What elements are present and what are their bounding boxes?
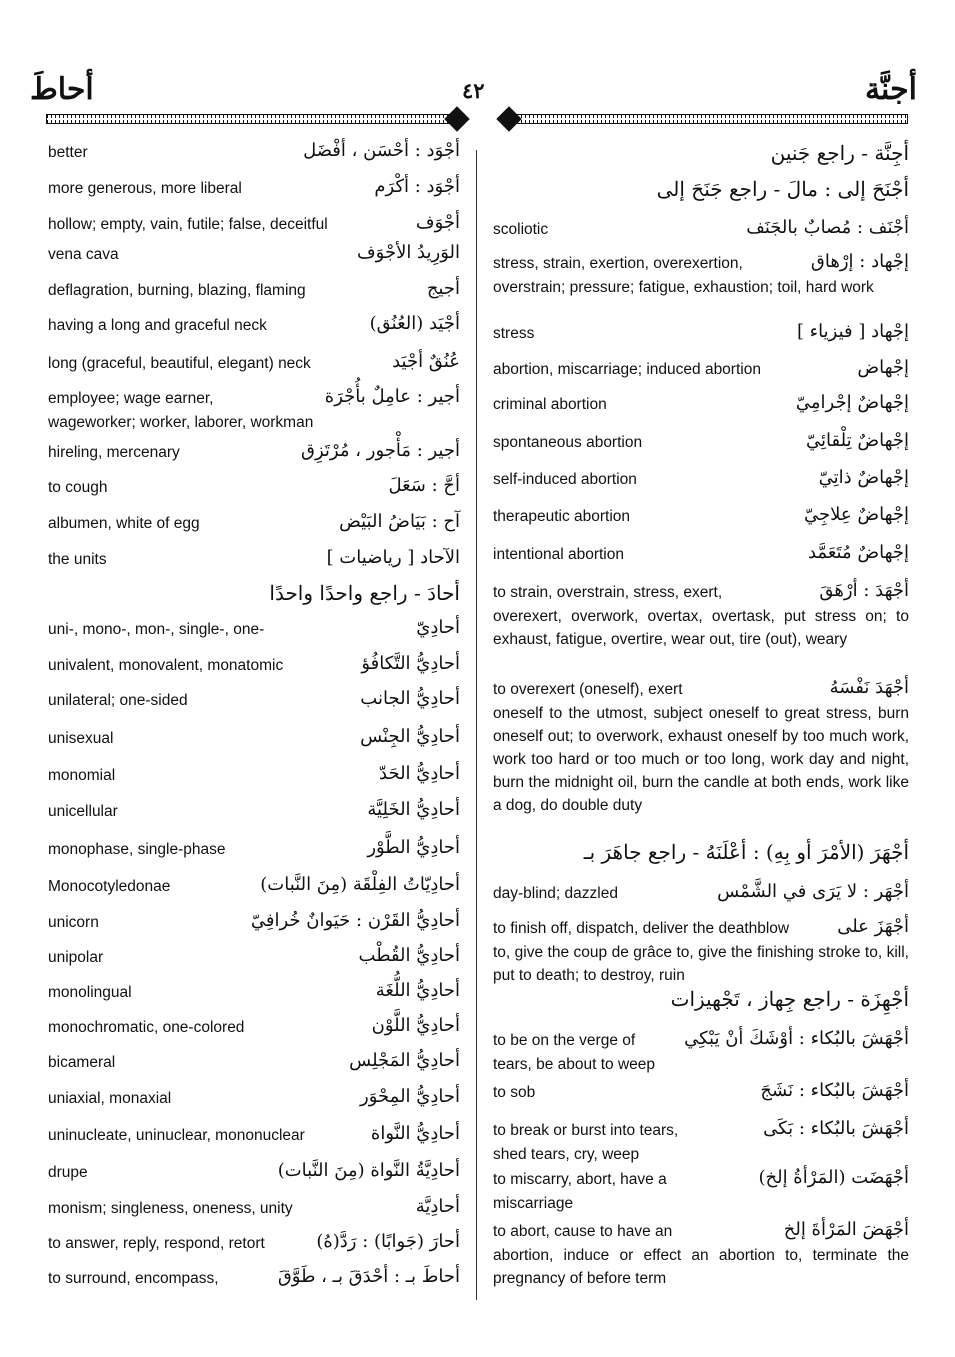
- entry-english: monophase, single-phase: [48, 841, 226, 858]
- entry-english: uninucleate, uninuclear, mononuclear: [48, 1127, 305, 1144]
- entry-arabic: أحادِيُّ المَجْلِس: [349, 1050, 460, 1071]
- entry-arabic: إجْهاضٌ عِلاجِيّ: [803, 504, 909, 525]
- entry-arabic: أحادِيَّةُ النَّواة (مِنَ النَّبات): [277, 1160, 460, 1181]
- entry-english: to finish off, dispatch, deliver the deathblow: [493, 920, 790, 937]
- entry-english: more generous, more liberal: [48, 180, 242, 197]
- entry-row: [493, 987, 909, 1014]
- entry-row: [493, 394, 909, 418]
- entry-arabic: أحادِيُّ اللُّغَة: [375, 980, 460, 1001]
- entry-arabic: أحادِيُّ الجِنْس: [360, 726, 460, 747]
- entry-arabic: أحَّ : سَعَلَ: [388, 475, 460, 496]
- entry-row: [48, 388, 460, 436]
- entry-row: [48, 1233, 460, 1257]
- entry-english: univalent, monovalent, monatomic: [48, 657, 284, 674]
- header-rule-right: [508, 114, 908, 124]
- entry-english: uniaxial, monaxial: [48, 1090, 172, 1107]
- entry-english: having a long and graceful neck: [48, 317, 267, 334]
- entry-row: [493, 177, 909, 204]
- entry-english: Monocotyledonae: [48, 878, 171, 895]
- entry-arabic: أحادِيُّ القُطْب: [358, 945, 460, 966]
- entry-english: better: [48, 144, 88, 161]
- entry-arabic: أحادِيّ: [416, 617, 460, 638]
- entry-arabic: آح : بَيَاضُ البَيْض: [339, 511, 460, 532]
- entry-row: [493, 432, 909, 456]
- entry-continuation: overexert, overwork, overtax, overtask, put stress on; to exhaust, fatigue, overtire, wear out, tire (out), weary: [493, 608, 909, 648]
- entry-arabic: إجْهاض: [857, 357, 909, 378]
- entry-row: [48, 728, 460, 752]
- entry-row: [493, 1169, 909, 1217]
- entry-row: [48, 876, 460, 900]
- entry-arabic: أحادِيّاتُ الفِلْقَة (مِنَ النَّبات): [260, 874, 460, 895]
- entry-english: to surround, encompass,: [48, 1270, 219, 1287]
- entry-arabic: أحادِيُّ القَرْن : حَيَوانٌ خُرافِيّ: [250, 910, 460, 931]
- entry-row: [48, 1198, 460, 1222]
- entry-english: drupe: [48, 1164, 88, 1181]
- entry-arabic: أجْهَضَ المَرْأةَ إلخ: [783, 1219, 909, 1240]
- entry-english: intentional abortion: [493, 546, 624, 563]
- entry-row: [493, 679, 909, 843]
- entry-english: hireling, mercenary: [48, 444, 180, 461]
- entry-row: [48, 549, 460, 573]
- entry-english: criminal abortion: [493, 396, 607, 413]
- entry-row: [48, 1088, 460, 1112]
- entry-row: [48, 581, 460, 608]
- ornament-diamond-left: [444, 106, 469, 131]
- entry-arabic: أجْيَد (العُنُق): [369, 313, 460, 334]
- entry-english: monism; singleness, oneness, unity: [48, 1200, 293, 1217]
- entry-row: [48, 655, 460, 679]
- entry-row: [48, 1125, 460, 1149]
- entry-english: to strain, overstrain, stress, exert,: [493, 584, 723, 601]
- entry-row: [493, 1030, 909, 1078]
- entry-english: to cough: [48, 479, 108, 496]
- entry-row: [48, 982, 460, 1006]
- entry-arabic: إجْهاضٌ ذاتِيّ: [818, 467, 909, 488]
- entry-row: [493, 219, 909, 243]
- entry-row: [493, 141, 909, 168]
- column-divider: [476, 150, 477, 1300]
- entry-english: monochromatic, one-colored: [48, 1019, 245, 1036]
- entry-english: spontaneous abortion: [493, 434, 643, 451]
- entry-row: [48, 142, 460, 166]
- entry-english: unicellular: [48, 803, 118, 820]
- entry-english: unisexual: [48, 730, 114, 747]
- entry-english: to sob: [493, 1084, 536, 1101]
- entry-row: [48, 1017, 460, 1041]
- entry-arabic: أحادِيُّ الطَّوْر: [367, 837, 460, 858]
- ornament-diamond-right: [496, 106, 521, 131]
- entry-english: uni-, mono-, mon-, single-, one-: [48, 621, 265, 638]
- entry-arabic: أجْنَحَ إلى : مالَ - راجع جَنَحَ إلى: [656, 177, 909, 201]
- entry-arabic: أجْهَزَ على: [837, 916, 909, 937]
- entry-arabic: إجْهاد [ فيزياء ]: [796, 321, 909, 342]
- entry-arabic: أجْوَف: [415, 212, 460, 233]
- entry-english: to be on the verge of: [493, 1032, 636, 1049]
- entry-row: [493, 544, 909, 568]
- entry-english: bicameral: [48, 1054, 116, 1071]
- entry-arabic: أجْهِزَة - راجع جِهاز ، تَجْهيزات: [670, 987, 909, 1011]
- entry-english: hollow; empty, vain, futile; false, deceitful: [48, 216, 328, 233]
- entry-arabic: إجْهاضٌ تِلْقائِيّ: [806, 430, 909, 451]
- entry-continuation: shed tears, cry, weep: [493, 1146, 640, 1163]
- entry-arabic: الوَرِيدُ الأجْوَف: [356, 242, 460, 263]
- entry-english: abortion, miscarriage; induced abortion: [493, 361, 761, 378]
- entry-continuation: tears, be about to weep: [493, 1056, 656, 1073]
- entry-row: [48, 214, 460, 238]
- entry-arabic: أحادِيُّ الخَلِيَّة: [367, 799, 460, 820]
- entry-english: to overexert (oneself), exert: [493, 681, 683, 698]
- entry-continuation: miscarriage: [493, 1195, 574, 1212]
- entry-row: [48, 1052, 460, 1076]
- entry-english: employee; wage earner,: [48, 390, 214, 407]
- entry-english: scoliotic: [493, 221, 549, 238]
- entry-english: day-blind; dazzled: [493, 885, 618, 902]
- entry-english: to abort, cause to have an: [493, 1223, 673, 1240]
- entry-row: [48, 353, 460, 377]
- header-left-word: أحاطَ: [30, 72, 94, 107]
- entry-row: [493, 323, 909, 347]
- entry-row: [493, 918, 909, 990]
- entry-english: albumen, white of egg: [48, 515, 200, 532]
- entry-arabic: أجْوَد : أكْرَم: [374, 176, 460, 197]
- entry-continuation: overstrain; pressure; fatigue, exhaustion; toil, hard work: [493, 279, 874, 296]
- entry-arabic: أجْهَرَ (الأمْرَ أو بِهِ) : أعْلَنَهُ - راجع جاهَرَ بـ: [583, 840, 909, 864]
- entry-arabic: أجْهَضَت (المَرْأةُ إلخ): [758, 1167, 909, 1188]
- entry-row: [48, 947, 460, 971]
- entry-arabic: أحادِيَّة: [415, 1196, 460, 1217]
- entry-continuation: to, give the coup de grâce to, give the finishing stroke to, kill, put to death; to destroy, ruin: [493, 944, 909, 984]
- entry-arabic: أجِنَّة - راجع جَنين: [770, 141, 909, 165]
- entry-arabic: أجْهَدَ نَفْسَهُ: [829, 677, 909, 698]
- entry-row: [48, 244, 460, 268]
- entry-arabic: أجير : عامِلٌ بأُجْرَة: [324, 386, 460, 407]
- header-right-word: أجنَّة: [864, 72, 917, 107]
- entry-row: [48, 801, 460, 825]
- entry-row: [48, 442, 460, 466]
- entry-row: [48, 280, 460, 304]
- entry-english: to miscarry, abort, have a: [493, 1171, 667, 1188]
- entry-row: [48, 912, 460, 936]
- entry-row: [48, 765, 460, 789]
- entry-english: stress, strain, exertion, overexertion,: [493, 255, 743, 272]
- entry-english: to answer, reply, respond, retort: [48, 1235, 265, 1252]
- entry-arabic: أجْنَف : مُصابٌ بالجَنَف: [746, 217, 909, 238]
- entry-arabic: إجْهاد : إرْهاق: [810, 251, 909, 272]
- entry-english: monolingual: [48, 984, 132, 1001]
- entry-row: [48, 1162, 460, 1186]
- entry-english: the units: [48, 551, 107, 568]
- entry-continuation: oneself to the utmost, subject oneself to great stress, burn oneself out; to overwork, exhaust oneself by too much work, work too hard or too much or too long, work day and night, burn the midnight oil, burn the candle at both ends, work like a dog, do double duty: [493, 705, 909, 814]
- entry-arabic: أحادِيُّ النَّواة: [370, 1123, 460, 1144]
- entry-arabic: أجْهَشَ بالبُكاء : أوْشَكَ أنْ يَبْكِي: [684, 1028, 909, 1049]
- entry-arabic: أجْوَد : أحْسَن ، أفْضَل: [303, 140, 460, 161]
- entry-english: long (graceful, beautiful, elegant) neck: [48, 355, 311, 372]
- entry-arabic: أحادِيُّ اللَّوْن: [371, 1015, 460, 1036]
- entry-english: to break or burst into tears,: [493, 1122, 679, 1139]
- entry-arabic: أجير : مَأْجور ، مُرْتَزِق: [301, 440, 460, 461]
- entry-arabic: أجْهَر : لا يَرَى في الشَّمْس: [717, 881, 909, 902]
- header-rule-left: [46, 114, 458, 124]
- entry-english: stress: [493, 325, 535, 342]
- entry-continuation: wageworker; worker, laborer, workman: [48, 414, 314, 431]
- entry-row: [493, 359, 909, 383]
- entry-row: [493, 1082, 909, 1106]
- entry-arabic: أجْهَدَ : أرْهَقَ: [819, 580, 909, 601]
- entry-row: [493, 1221, 909, 1293]
- entry-arabic: أحادِيُّ التَّكافُؤ: [361, 653, 460, 674]
- entry-row: [48, 477, 460, 501]
- entry-row: [48, 178, 460, 202]
- entry-arabic: أجْهَشَ بالبُكاء : بَكَى: [763, 1118, 909, 1139]
- entry-row: [48, 619, 460, 643]
- entry-arabic: أجْهَشَ بالبُكاء : نَشَجَ: [760, 1080, 909, 1101]
- entry-row: [493, 253, 909, 325]
- entry-arabic: إجْهاضٌ إجْرامِيّ: [795, 392, 909, 413]
- entry-arabic: أجيج: [426, 278, 460, 299]
- entry-row: [493, 469, 909, 493]
- page-number: ٤٢: [462, 78, 485, 103]
- entry-arabic: أحاطَ بـ : أحْدَقَ بـ ، طَوَّقَ: [277, 1266, 460, 1287]
- entry-english: deflagration, burning, blazing, flaming: [48, 282, 306, 299]
- entry-row: [493, 883, 909, 907]
- entry-row: [48, 315, 460, 339]
- entry-arabic: أحادِيُّ الجانب: [360, 688, 460, 709]
- entry-row: [48, 690, 460, 714]
- entry-row: [48, 1268, 460, 1292]
- entry-arabic: أحادَ - راجع واحدًا واحدًا: [269, 581, 460, 605]
- entry-arabic: إجْهاضٌ مُتَعَمَّد: [807, 542, 909, 563]
- entry-arabic: أحادِيُّ المِحْوَر: [360, 1086, 460, 1107]
- entry-arabic: الآحاد [ رياضيات ]: [326, 547, 460, 568]
- entry-english: unicorn: [48, 914, 99, 931]
- entry-arabic: أحارَ (جَوابًا) : رَدَّ(هُ): [316, 1231, 460, 1252]
- entry-arabic: أحادِيُّ الحَدّ: [379, 763, 460, 784]
- entry-english: self-induced abortion: [493, 471, 637, 488]
- entry-english: unilateral; one-sided: [48, 692, 188, 709]
- entry-english: unipolar: [48, 949, 104, 966]
- entry-continuation: abortion, induce or effect an abortion to, terminate the pregnancy of before term: [493, 1247, 909, 1287]
- entry-row: [493, 840, 909, 867]
- entry-row: [493, 582, 909, 678]
- entry-row: [48, 513, 460, 537]
- entry-row: [48, 839, 460, 863]
- entry-english: vena cava: [48, 246, 119, 263]
- entry-row: [493, 1120, 909, 1168]
- entry-arabic: عُنُقٌ أجْيَد: [392, 351, 460, 372]
- entry-row: [493, 506, 909, 530]
- entry-english: therapeutic abortion: [493, 508, 631, 525]
- entry-english: monomial: [48, 767, 116, 784]
